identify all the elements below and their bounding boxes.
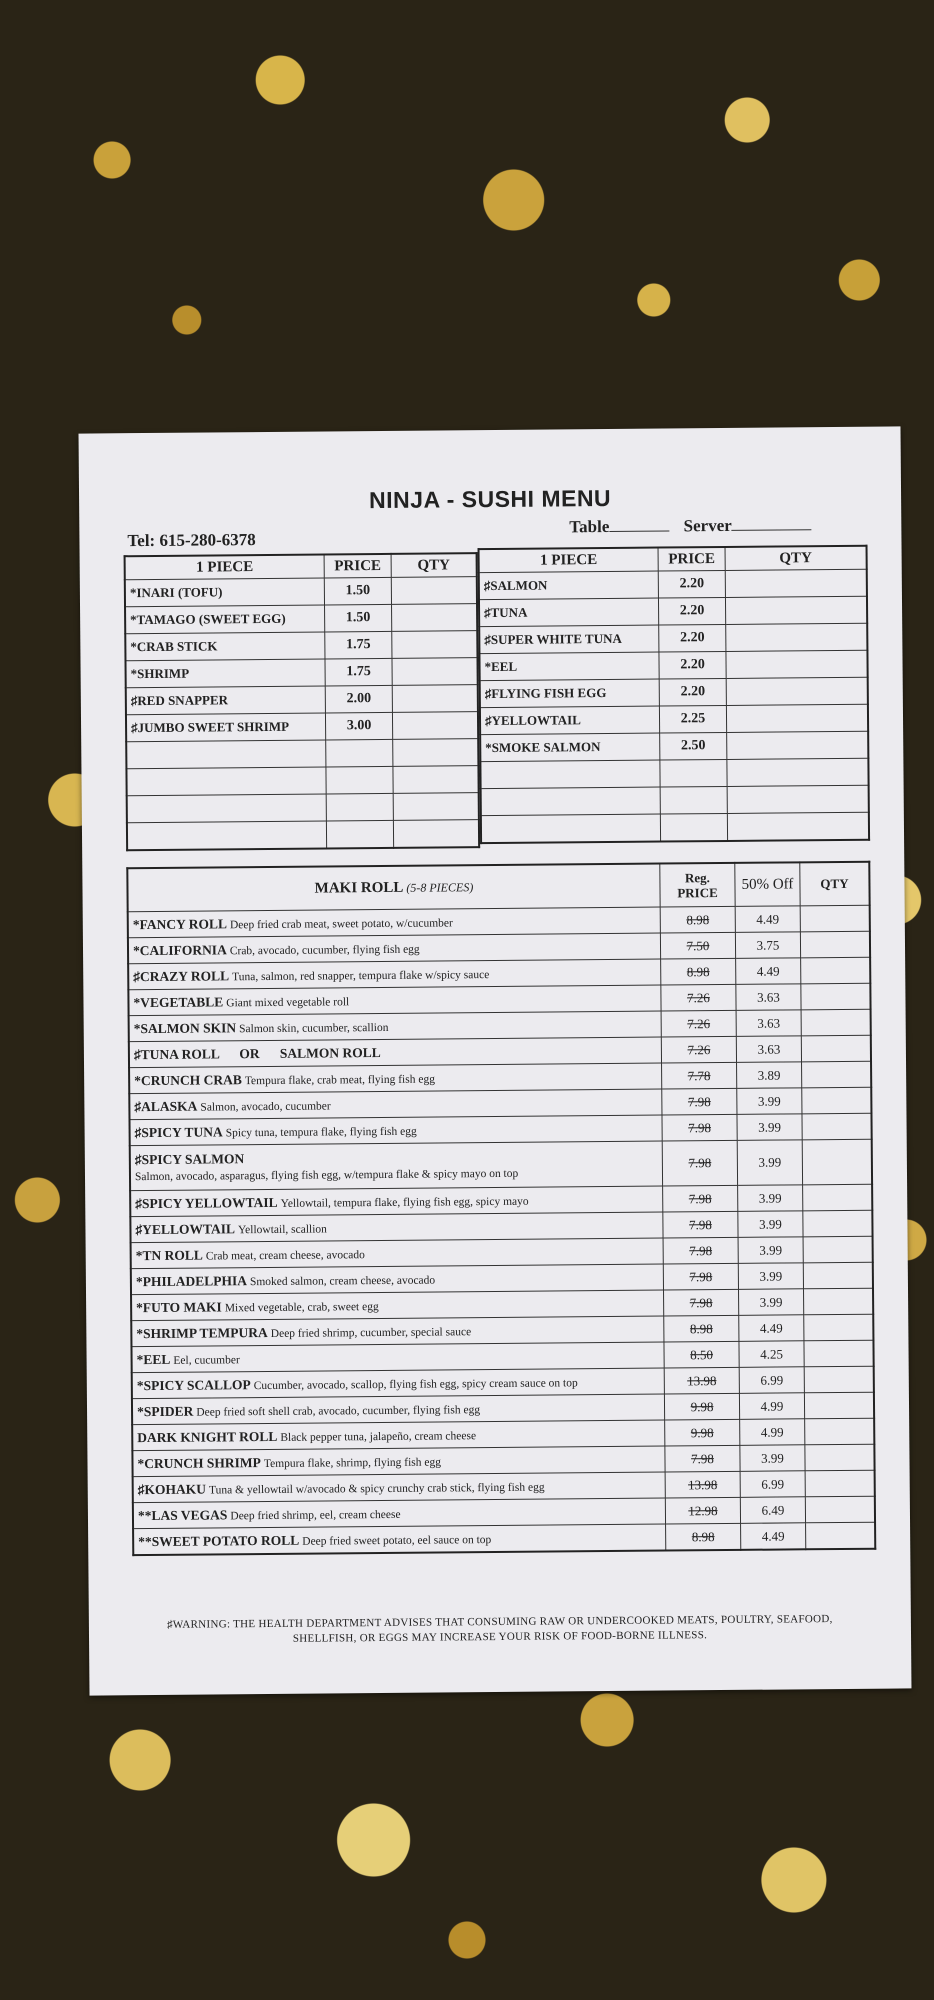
reg-price-header: Reg. PRICE — [660, 863, 735, 907]
qty-cell[interactable] — [725, 569, 867, 597]
col-header-piece: 1 PIECE — [125, 554, 325, 579]
qty-cell[interactable] — [804, 1314, 874, 1341]
empty-cell — [126, 767, 326, 796]
regular-price: 7.26 — [661, 984, 736, 1011]
roll-description: Deep fried soft shell crab, avocado, cucumber, flying fish egg — [196, 1403, 481, 1419]
discount-price: 3.99 — [739, 1289, 804, 1316]
empty-row — [481, 785, 869, 815]
qty-cell[interactable] — [803, 1288, 873, 1315]
discount-price: 4.49 — [741, 1523, 806, 1550]
qty-cell[interactable] — [726, 704, 868, 732]
empty-row — [480, 758, 868, 788]
roll-name: ♯SPICY TUNA — [134, 1123, 223, 1140]
empty-row — [127, 820, 479, 851]
discount-price: 3.99 — [737, 1114, 802, 1141]
roll-name: *TN ROLL — [135, 1247, 203, 1263]
qty-cell[interactable] — [801, 983, 871, 1010]
regular-price: 7.98 — [665, 1445, 740, 1472]
empty-cell — [480, 760, 660, 789]
empty-row — [126, 766, 478, 796]
regular-price: 8.98 — [661, 958, 736, 985]
empty-row — [126, 739, 478, 769]
item-price: 2.20 — [659, 624, 726, 652]
item-name: *TAMAGO (SWEET EGG) — [125, 605, 325, 634]
item-name: ♯TUNA — [479, 598, 659, 627]
regular-price: 7.26 — [661, 1010, 736, 1037]
empty-cell — [660, 759, 727, 787]
table-server-line — [569, 515, 812, 537]
empty-cell — [660, 813, 727, 841]
maki-subtitle: (5-8 PIECES) — [406, 879, 474, 895]
qty-cell[interactable] — [802, 1113, 872, 1140]
discount-price: 3.99 — [737, 1088, 802, 1115]
item-price: 2.50 — [660, 732, 727, 760]
discount-price: 6.99 — [739, 1367, 804, 1394]
menu-sheet — [79, 426, 912, 1695]
qty-cell[interactable] — [726, 623, 868, 651]
regular-price: 13.98 — [664, 1367, 739, 1394]
one-piece-table-left — [124, 552, 481, 851]
regular-price: 9.98 — [665, 1419, 740, 1446]
roll-name: **SWEET POTATO ROLL — [138, 1532, 300, 1549]
roll-description: Tuna, salmon, red snapper, tempura flake w/spicy sauce — [232, 968, 490, 983]
empty-row — [127, 793, 479, 823]
regular-price: 7.98 — [662, 1140, 737, 1186]
item-name: *CRAB STICK — [125, 632, 325, 661]
qty-cell[interactable] — [804, 1340, 874, 1367]
empty-cell — [326, 766, 393, 794]
discount-price: 4.49 — [736, 958, 801, 985]
roll-description: Deep fried sweet potato, eel sauce on top — [302, 1533, 492, 1548]
qty-cell[interactable] — [802, 1139, 872, 1185]
discount-price: 3.99 — [740, 1445, 805, 1472]
roll-description: Deep fried crab meat, sweet potato, w/cucumber — [229, 916, 453, 931]
menu-title: NINJA - SUSHI MENU — [368, 484, 612, 514]
roll-description: Spicy tuna, tempura flake, flying fish egg — [225, 1125, 417, 1139]
qty-cell[interactable] — [802, 1087, 872, 1114]
regular-price: 8.98 — [666, 1523, 741, 1550]
roll-cell — [130, 1141, 663, 1191]
qty-cell[interactable] — [727, 785, 869, 813]
discount-price: 3.63 — [736, 984, 801, 1011]
roll-description: Smoked salmon, cream cheese, avocado — [249, 1274, 436, 1288]
qty-cell[interactable] — [726, 677, 868, 705]
discount-price: 3.63 — [736, 1010, 801, 1037]
qty-cell[interactable] — [805, 1496, 875, 1523]
table-row — [133, 1522, 875, 1555]
server-blank[interactable] — [732, 529, 812, 531]
empty-cell — [126, 740, 326, 769]
roll-description: Black pepper tuna, jalapeño, cream cheese — [280, 1429, 477, 1444]
discount-price: 4.99 — [739, 1393, 804, 1420]
table-blank[interactable] — [609, 530, 669, 532]
table-row — [480, 731, 868, 761]
item-name: ♯RED SNAPPER — [126, 686, 326, 715]
table-row — [125, 604, 477, 634]
item-name: ♯SALMON — [479, 571, 659, 600]
roll-cell — [133, 1524, 666, 1555]
regular-price: 8.98 — [660, 906, 735, 933]
item-price: 2.25 — [659, 705, 726, 733]
roll-description: Giant mixed vegetable roll — [226, 995, 350, 1009]
item-price: 3.00 — [325, 712, 392, 740]
regular-price: 8.98 — [664, 1315, 739, 1342]
roll-name: ♯SPICY YELLOWTAIL — [135, 1194, 278, 1211]
maki-title: MAKI ROLL — [314, 879, 403, 897]
col-header-qty: QTY — [725, 546, 867, 571]
discount-price: 4.49 — [739, 1315, 804, 1342]
qty-cell[interactable] — [726, 650, 868, 678]
discount-price: 3.75 — [735, 932, 800, 959]
roll-name: *SPICY SCALLOP — [136, 1376, 251, 1393]
table-row — [125, 577, 477, 607]
roll-name: *SHRIMP TEMPURA — [136, 1324, 268, 1341]
item-name: *EEL — [479, 652, 659, 681]
discount-price: 6.99 — [740, 1471, 805, 1498]
empty-cell — [660, 786, 727, 814]
discount-price: 3.99 — [738, 1185, 803, 1212]
item-name: *SMOKE SALMON — [480, 733, 660, 762]
telephone: Tel: 615-280-6378 — [127, 530, 256, 551]
qty-cell[interactable] — [801, 1035, 871, 1062]
discount-price: 4.25 — [739, 1341, 804, 1368]
roll-description: Deep fried shrimp, eel, cream cheese — [230, 1508, 401, 1522]
item-name: *INARI (TOFU) — [125, 578, 325, 607]
item-price: 2.20 — [658, 597, 725, 625]
qty-cell[interactable] — [804, 1392, 874, 1419]
item-name: *SHRIMP — [125, 659, 325, 688]
discount-price: 3.99 — [738, 1211, 803, 1238]
regular-price: 9.98 — [664, 1393, 739, 1420]
roll-name: *VEGETABLE — [133, 993, 224, 1010]
qty-cell[interactable] — [805, 1418, 875, 1445]
roll-name: *SPIDER — [136, 1403, 194, 1419]
discount-price: 3.99 — [737, 1140, 802, 1186]
qty-cell[interactable] — [727, 731, 869, 759]
roll-name: ♯SPICY SALMON — [134, 1150, 245, 1167]
col-header-piece: 1 PIECE — [479, 548, 659, 573]
qty-cell[interactable] — [802, 1061, 872, 1088]
server-label: Server — [683, 515, 732, 536]
regular-price: 7.98 — [663, 1263, 738, 1290]
qty-cell[interactable] — [392, 712, 478, 740]
roll-description: Tuna & yellowtail w/avocado & spicy crunchy crab stick, flying fish egg — [208, 1481, 545, 1497]
roll-name: *EEL — [136, 1351, 171, 1367]
table-row — [126, 712, 478, 742]
col-header-price: PRICE — [658, 547, 725, 571]
table-row — [479, 596, 867, 626]
roll-name: *CRUNCH SHRIMP — [137, 1454, 261, 1471]
roll-name: *FANCY ROLL — [132, 915, 227, 932]
table-row — [125, 658, 477, 688]
roll-name: ♯KOHAKU — [137, 1481, 207, 1497]
discount-price: 3.99 — [738, 1263, 803, 1290]
health-warning: ♯WARNING: THE HEALTH DEPARTMENT ADVISES THAT CONSUMING RAW OR UNDERCOOKED MEATS, POULTRY, SEAFOOD, SHELLFISH, OR EGGS MAY INCREASE YOUR RISK OF FOOD-BORNE ILLNESS. — [167, 1613, 833, 1645]
roll-description: Yellowtail, scallion — [237, 1222, 327, 1236]
discount-price: 6.49 — [740, 1497, 805, 1524]
discount-price: 4.49 — [735, 906, 800, 933]
regular-price: 7.98 — [662, 1114, 737, 1141]
col-header-price: PRICE — [324, 554, 391, 578]
qty-cell[interactable] — [803, 1262, 873, 1289]
roll-name: *CALIFORNIA — [132, 941, 227, 958]
table-row — [126, 685, 478, 715]
qty-cell[interactable] — [727, 758, 869, 786]
regular-price: 7.98 — [663, 1185, 738, 1212]
roll-name: *FUTO MAKI — [136, 1298, 222, 1315]
roll-name: ♯TUNA ROLL OR SALMON ROLL — [133, 1044, 381, 1062]
roll-description: Salmon skin, cucumber, scallion — [239, 1021, 389, 1035]
empty-row — [481, 812, 869, 843]
maki-roll-table — [126, 861, 876, 1556]
qty-cell[interactable] — [391, 577, 477, 605]
table-label: Table — [569, 516, 610, 537]
maki-header — [127, 864, 660, 912]
empty-cell — [481, 814, 661, 843]
roll-description: Eel, cucumber — [173, 1353, 240, 1367]
item-price: 1.50 — [325, 604, 392, 632]
qty-cell[interactable] — [803, 1210, 873, 1237]
regular-price: 7.78 — [662, 1062, 737, 1089]
qty-cell[interactable] — [801, 957, 871, 984]
one-piece-table-right — [478, 545, 871, 844]
regular-price: 7.98 — [664, 1289, 739, 1316]
regular-price: 7.98 — [663, 1237, 738, 1264]
qty-cell[interactable] — [727, 812, 869, 841]
roll-description: Crab meat, cream cheese, avocado — [205, 1248, 365, 1263]
qty-cell[interactable] — [392, 685, 478, 713]
item-price: 1.75 — [325, 631, 392, 659]
qty-header: QTY — [800, 862, 870, 906]
qty-cell[interactable] — [805, 1444, 875, 1471]
item-name: ♯JUMBO SWEET SHRIMP — [126, 713, 326, 742]
qty-cell[interactable] — [393, 739, 479, 767]
roll-description: Yellowtail, tempura flake, flying fish egg, spicy mayo — [280, 1195, 529, 1210]
item-price: 2.20 — [658, 570, 725, 598]
table-row — [480, 677, 868, 707]
qty-cell[interactable] — [803, 1236, 873, 1263]
col-header-qty: QTY — [391, 553, 477, 577]
table-row — [479, 650, 867, 680]
qty-cell[interactable] — [803, 1184, 873, 1211]
regular-price: 8.50 — [664, 1341, 739, 1368]
empty-cell — [127, 794, 327, 823]
roll-name: DARK KNIGHT ROLL — [137, 1428, 278, 1445]
roll-description: Salmon, avocado, asparagus, flying fish egg, w/tempura flake & spicy mayo on top — [134, 1167, 519, 1183]
empty-cell — [127, 821, 327, 850]
roll-description: Tempura flake, crab meat, flying fish egg — [244, 1073, 435, 1087]
qty-cell[interactable] — [804, 1366, 874, 1393]
item-price: 2.20 — [659, 651, 726, 679]
item-price: 1.75 — [325, 658, 392, 686]
qty-cell[interactable] — [392, 658, 478, 686]
regular-price: 7.98 — [662, 1088, 737, 1115]
item-price: 2.00 — [325, 685, 392, 713]
table-row — [479, 623, 867, 653]
regular-price: 7.26 — [661, 1036, 736, 1063]
qty-cell[interactable] — [392, 604, 478, 632]
qty-cell[interactable] — [725, 596, 867, 624]
item-name: ♯SUPER WHITE TUNA — [479, 625, 659, 654]
qty-cell[interactable] — [805, 1470, 875, 1497]
half-off-header: 50% Off — [735, 862, 800, 906]
empty-cell — [326, 820, 393, 848]
discount-price: 4.99 — [740, 1419, 805, 1446]
qty-cell[interactable] — [806, 1522, 876, 1549]
regular-price: 7.98 — [663, 1211, 738, 1238]
roll-description: Tempura flake, shrimp, flying fish egg — [263, 1455, 442, 1470]
table-row — [125, 631, 477, 661]
roll-name: *CRUNCH CRAB — [134, 1071, 242, 1088]
regular-price: 7.50 — [660, 932, 735, 959]
roll-description: Mixed vegetable, crab, sweet egg — [224, 1300, 379, 1314]
item-price: 1.50 — [324, 577, 391, 605]
roll-description: Salmon, avocado, cucumber — [200, 1099, 331, 1114]
table-row — [480, 704, 868, 734]
regular-price: 13.98 — [665, 1471, 740, 1498]
roll-description: Crab, avocado, cucumber, flying fish egg — [229, 943, 420, 957]
discount-price: 3.89 — [737, 1062, 802, 1089]
item-name: ♯FLYING FISH EGG — [480, 679, 660, 708]
table-row — [130, 1139, 872, 1190]
item-name: ♯YELLOWTAIL — [480, 706, 660, 735]
roll-description: Cucumber, avocado, scallop, flying fish egg, spicy cream sauce on top — [253, 1376, 578, 1392]
empty-cell — [326, 793, 393, 821]
qty-cell[interactable] — [393, 820, 479, 848]
roll-name: ♯YELLOWTAIL — [135, 1220, 236, 1237]
roll-name: **LAS VEGAS — [137, 1506, 228, 1523]
roll-name: *SALMON SKIN — [133, 1019, 237, 1036]
qty-cell[interactable] — [801, 1009, 871, 1036]
roll-name: ♯ALASKA — [134, 1098, 198, 1114]
item-price: 2.20 — [659, 678, 726, 706]
discount-price: 3.99 — [738, 1237, 803, 1264]
qty-cell[interactable] — [800, 905, 870, 932]
empty-cell — [481, 787, 661, 816]
roll-name: *PHILADELPHIA — [135, 1272, 247, 1289]
qty-cell[interactable] — [800, 931, 870, 958]
table-row — [479, 569, 867, 599]
qty-cell[interactable] — [393, 766, 479, 794]
regular-price: 12.98 — [665, 1497, 740, 1524]
qty-cell[interactable] — [392, 631, 478, 659]
discount-price: 3.63 — [736, 1036, 801, 1063]
empty-cell — [326, 739, 393, 767]
roll-description: Deep fried shrimp, cucumber, special sauce — [270, 1325, 472, 1340]
qty-cell[interactable] — [393, 793, 479, 821]
roll-name: ♯CRAZY ROLL — [133, 967, 230, 984]
